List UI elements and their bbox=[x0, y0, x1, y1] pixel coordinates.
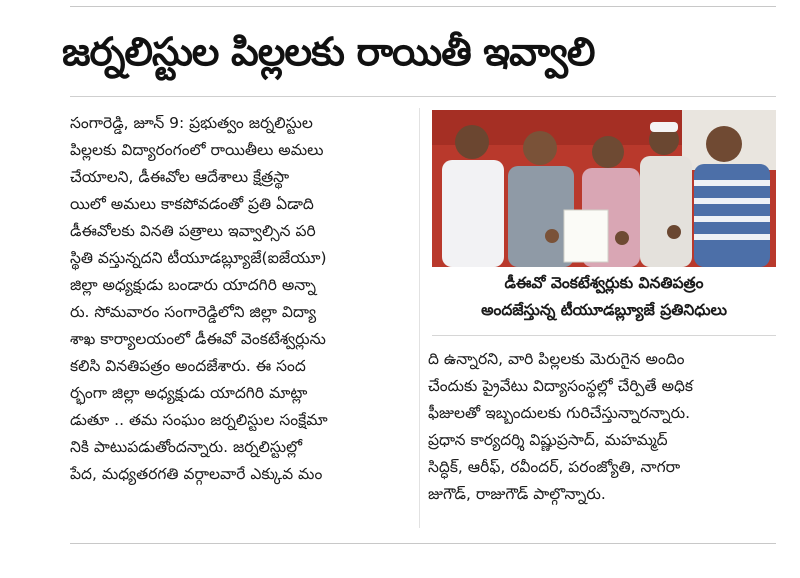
body-line: ఫీజులతో ఇబ్బందులకు గురిచేస్తున్నారన్నారు. bbox=[428, 404, 691, 422]
body-line: ర్భంగా జిల్లా అధ్యక్షుడు యాదగిరి మాట్లా bbox=[70, 384, 308, 402]
body-line: నికి పాటుపడుతోందన్నారు. జర్నలిస్టుల్లో bbox=[70, 438, 303, 456]
body-line: చేందుకు ప్రైవేటు విద్యాసంస్థల్లో చేర్పితే అధిక bbox=[428, 377, 694, 395]
body-line: స్థితి వస్తున్నదని టీయూడబ్ల్యూజే(ఐజేయూ) bbox=[70, 249, 327, 267]
group-photo-illustration bbox=[432, 110, 776, 267]
body-line: డుతూ .. తమ సంఘం జర్నలిస్టుల సంక్షేమా bbox=[70, 411, 328, 429]
body-line: జుగౌడ్, రాజుగౌడ్ పాల్గొన్నారు. bbox=[428, 485, 606, 503]
body-line: సంగారెడ్డి, జూన్ 9: ప్రభుత్వం జర్నలిస్టుల bbox=[70, 114, 313, 132]
article-headline: జర్నలిస్టుల పిల్లలకు రాయితీ ఇవ్వాలి bbox=[62, 30, 595, 75]
headline-divider bbox=[70, 96, 776, 97]
caption-line: అందజేస్తున్న టీయూడబ్ల్యూజే ప్రతినిధులు bbox=[481, 301, 727, 319]
news-photo bbox=[432, 110, 776, 267]
body-line: డీఈవోలకు వినతి పత్రాలు ఇవ్వాల్సిన పరి bbox=[70, 222, 316, 240]
body-line: చేయాలని, డీఈవోల ఆదేశాలు క్షేత్రస్థా bbox=[70, 168, 290, 186]
caption-line: డీఈవో వెంకటేశ్వర్లుకు వినతిపత్రం bbox=[504, 274, 704, 292]
body-line: సిద్ధిక్, ఆరీఫ్, రవీందర్, పరంజ్యోతి, నాగరా bbox=[428, 458, 681, 476]
caption-divider bbox=[432, 335, 776, 336]
body-line: యిలో అమలు కాకపోవడంతో ప్రతి ఏడాది bbox=[70, 195, 314, 213]
bottom-divider bbox=[70, 543, 776, 544]
body-line: జిల్లా అధ్యక్షుడు బండారు యాదగిరి అన్నా bbox=[70, 276, 316, 294]
body-line: ది ఉన్నారని, వారి పిల్లలకు మెరుగైన అందిం bbox=[428, 350, 685, 368]
body-line: పేద, మధ్యతరగతి వర్గాలవారే ఎక్కువ మం bbox=[70, 465, 323, 483]
right-column bbox=[428, 346, 776, 508]
column-divider bbox=[419, 108, 420, 528]
left-column bbox=[70, 110, 415, 488]
top-divider bbox=[70, 6, 776, 7]
photo-caption bbox=[432, 270, 776, 324]
body-line: ప్రధాన కార్యదర్శి విష్ణుప్రసాద్, మహమ్మద్ bbox=[428, 431, 668, 449]
body-line: కలిసి వినతిపత్రం అందజేశారు. ఈ సంద bbox=[70, 357, 306, 375]
body-line: రు. సోమవారం సంగారెడ్డిలోని జిల్లా విద్యా bbox=[70, 303, 317, 321]
body-line: శాఖ కార్యాలయంలో డీఈవో వెంకటేశ్వర్లును bbox=[70, 330, 326, 348]
body-line: పిల్లలకు విద్యారంగంలో రాయితీలు అమలు bbox=[70, 141, 324, 159]
